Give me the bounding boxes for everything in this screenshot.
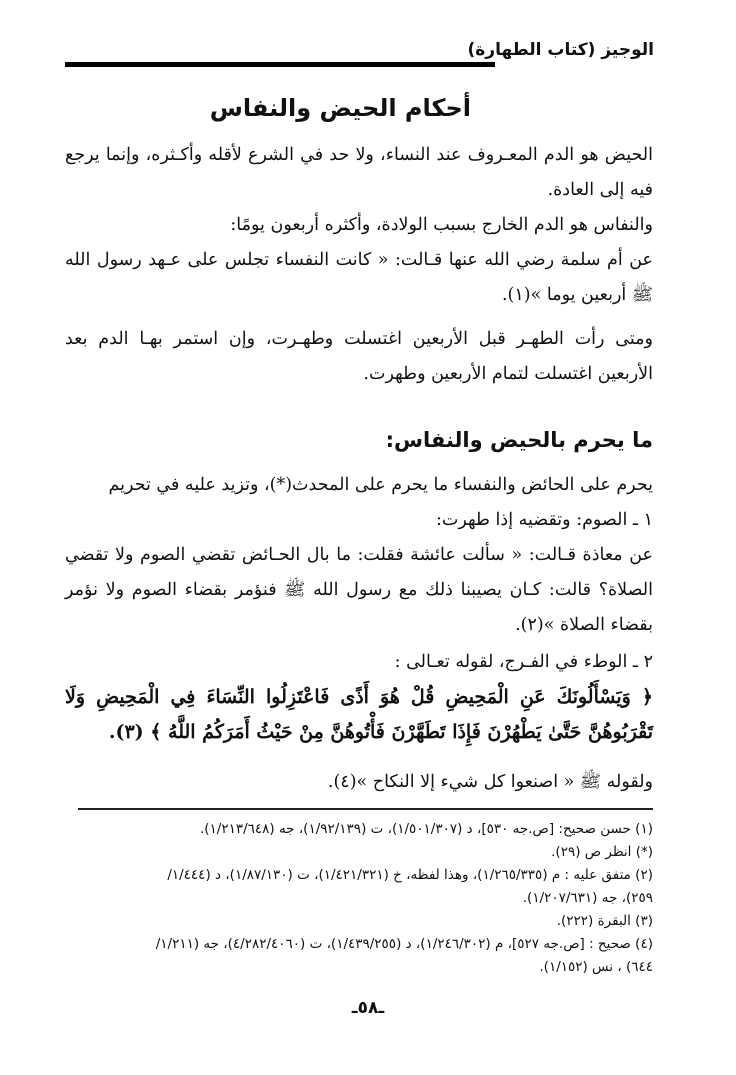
paragraph-muadha-hadith: عن معاذة قـالت: « سألت عائشة فقلت: ما بال الحـائض تقضي الصوم ولا تقضي الصلاة؟ قالت: كـان يصيبنا ذلك مع رسول الله ﷺ فنؤمر بقضاء الصوم ولا نؤمر بقضاء الصلاة »(٢). bbox=[65, 545, 653, 635]
subsection-intro: يحرم على الحائض والنفساء ما يحرم على المحدث(*)، وتزيد عليه في تحريم bbox=[108, 475, 653, 495]
footnote-line: ٢٥٩)، جه (١/٢٠٧/٦٣١). bbox=[522, 890, 653, 906]
footnote-line: (١) حسن صحيح: [ص.جه ٥٣٠]، د (١/٥٠١/٣٠٧)، ت (١/٩٢/١٣٩)، جه (١/٢١٣/٦٤٨). bbox=[199, 821, 653, 837]
paragraph-nifas-definition: والنفاس هو الدم الخارج بسبب الولادة، وأكثره أربعون يومًا: bbox=[230, 215, 653, 235]
paragraph-hayd-definition: الحيض هو الدم المعـروف عند النساء، ولا حد في الشرع لأقله وأكـثره، وإنما يرجع فيه إلى العادة. bbox=[65, 145, 653, 200]
footnotes bbox=[65, 818, 653, 979]
footnote-line: (*) انظر ص (٢٩). bbox=[551, 844, 653, 860]
running-header: الوجيز (كتاب الطهارة) bbox=[467, 40, 654, 60]
footnote-line: (٣) البقرة (٢٢٢). bbox=[556, 913, 653, 929]
header-rule bbox=[65, 62, 495, 67]
footnote-line: (٤) صحيح : [ص.جه ٥٢٧]، م (١/٢٤٦/٣٠٢)، د (١/٤٣٩/٢٥٥)، ت (٤/٢٨٢/٤٠٦٠)، جه (١/٢١١/ bbox=[155, 936, 653, 952]
footnote-line: ٦٤٤) ، نس (١/١٥٢). bbox=[539, 959, 653, 975]
section-title: أحكام الحيض والنفاس bbox=[209, 94, 471, 122]
footnote-line: (٢) متفق عليه : م (١/٢٦٥/٣٣٥)، وهذا لفظه، خ (١/٤٢١/٣٢١)، ت (١/٨٧/١٣٠)، د (١/٤٤٤/ bbox=[167, 867, 653, 883]
list-item-fasting: ١ ـ الصوم: وتقضيه إذا طهرت: bbox=[435, 510, 653, 530]
quran-verse: ﴿ وَيَسْأَلُونَكَ عَنِ الْمَحِيضِ قُلْ هُوَ أَذًى فَاعْتَزِلُوا النِّسَاءَ فِي الْمَحِيضِ وَلَا تَقْرَبُوهُنَّ حَتَّىٰ يَطْهُرْنَ فَإِذَا تَطَهَّرْنَ فَأْتُوهُنَّ مِنْ حَيْثُ أَمَرَكُمُ اللَّهُ ﴾ (٣). bbox=[65, 686, 653, 743]
list-item-intercourse: ٢ ـ الوطء في الفـرج، لقوله تعـالى : bbox=[394, 652, 653, 672]
footnote-rule bbox=[78, 808, 653, 810]
paragraph-purity-before-forty: ومتى رأت الطهـر قبل الأربعين اغتسلت وطهـرت، وإن استمر بهـا الدم بعد الأربعين اغتسلت لتمام الأربعين وطهرت. bbox=[65, 329, 653, 384]
subsection-title: ما يحرم بالحيض والنفاس: bbox=[385, 428, 653, 452]
paragraph-final-hadith: ولقوله ﷺ « اصنعوا كل شيء إلا النكاح »(٤). bbox=[327, 772, 653, 792]
page-number: ـ٥٨ـ bbox=[351, 998, 385, 1018]
paragraph-umm-salama-hadith: عن أم سلمة رضي الله عنها قـالت: « كانت النفساء تجلس على عـهد رسول الله ﷺ أربعين يوما »(١). bbox=[65, 250, 653, 305]
